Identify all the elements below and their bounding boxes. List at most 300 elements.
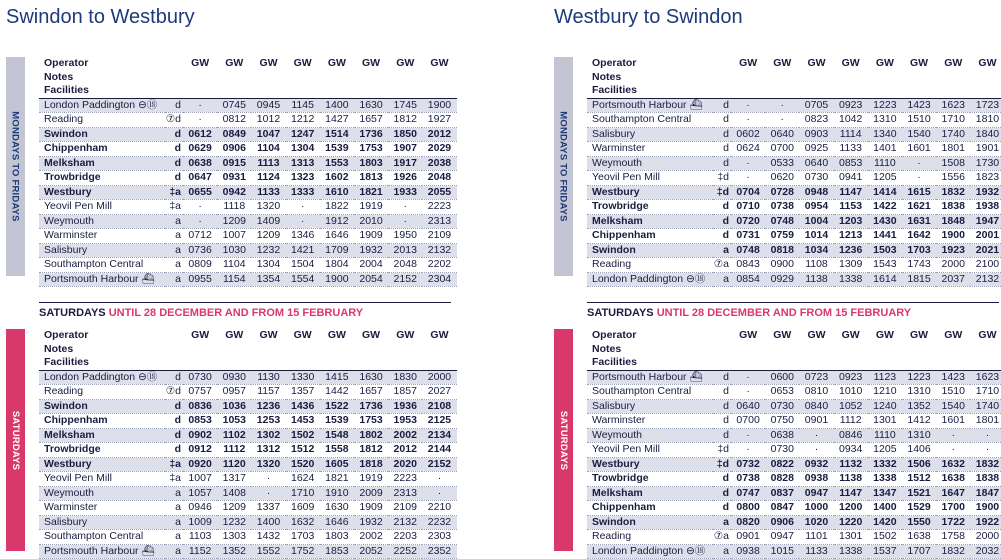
departure-time: 0700 xyxy=(731,414,765,429)
departure-time: 1632 xyxy=(286,515,320,530)
header-cell xyxy=(713,57,731,71)
operator-code xyxy=(183,343,217,357)
arr-dep-flag: ‡a xyxy=(165,472,183,487)
departure-time: 0710 xyxy=(731,200,765,215)
departure-time: · xyxy=(765,98,799,113)
arr-dep-flag: a xyxy=(713,243,731,258)
departure-time: 2304 xyxy=(422,272,456,287)
departure-time: 0640 xyxy=(799,156,833,171)
departure-time: 1801 xyxy=(970,414,1001,429)
departure-time: 2002 xyxy=(354,530,388,545)
table-row xyxy=(39,530,457,545)
operator-code xyxy=(902,71,936,85)
departure-time: 2303 xyxy=(422,530,456,545)
departure-time: 2037 xyxy=(936,272,970,287)
operator-code xyxy=(422,84,456,98)
departure-time: 1740 xyxy=(936,127,970,142)
departure-time: 1830 xyxy=(388,370,422,385)
operator-code xyxy=(868,84,902,98)
operator-code: GW xyxy=(978,57,997,70)
station-name: Weymouth xyxy=(587,428,713,443)
departure-time: 1138 xyxy=(834,472,868,487)
operator-code xyxy=(834,356,868,370)
departure-time: 1821 xyxy=(354,185,388,200)
table-row xyxy=(587,486,1001,501)
departure-time: 1209 xyxy=(217,214,251,229)
departure-time: 1223 xyxy=(902,370,936,385)
operator-code: GW xyxy=(430,329,449,342)
departure-time: 2000 xyxy=(936,258,970,273)
departure-time: 1320 xyxy=(251,200,285,215)
departure-time: 0820 xyxy=(731,515,765,530)
departure-time: 1014 xyxy=(799,229,833,244)
departure-time: 1338 xyxy=(834,272,868,287)
departure-time: 1537 xyxy=(868,544,902,559)
operator-code: GW xyxy=(841,57,860,70)
departure-time: 2108 xyxy=(422,399,456,414)
arr-dep-flag: a xyxy=(165,229,183,244)
departure-time: 1932 xyxy=(354,515,388,530)
page-title-left: Swindon to Westbury xyxy=(6,6,195,28)
header-label: Operator xyxy=(592,57,637,70)
operator-code xyxy=(217,343,251,357)
departure-time: 1236 xyxy=(834,243,868,258)
operator-code: GW xyxy=(225,329,244,342)
departure-time: 2210 xyxy=(422,501,456,516)
departure-time: 1632 xyxy=(936,457,970,472)
operator-code: GW xyxy=(875,57,894,70)
departure-time: 0812 xyxy=(217,113,251,128)
departure-time: 0823 xyxy=(799,113,833,128)
header-cell xyxy=(713,71,731,85)
departure-time: 0712 xyxy=(183,229,217,244)
station-name: Swindon xyxy=(39,127,165,142)
operator-code xyxy=(731,356,765,370)
departure-time: · xyxy=(936,443,970,458)
departure-time: 1414 xyxy=(868,185,902,200)
departure-time: 1540 xyxy=(936,399,970,414)
departure-time: 1047 xyxy=(251,127,285,142)
departure-time: 1200 xyxy=(834,501,868,516)
departure-time: · xyxy=(183,98,217,113)
table-row xyxy=(587,428,1001,443)
departure-time: 2054 xyxy=(354,272,388,287)
departure-time: 1147 xyxy=(834,185,868,200)
departure-time: 1052 xyxy=(834,399,868,414)
departure-time: 0957 xyxy=(217,385,251,400)
table-row xyxy=(587,258,1001,273)
station-name: Trowbridge xyxy=(39,443,165,458)
table-row xyxy=(587,142,1001,157)
departure-time: 1556 xyxy=(936,171,970,186)
table-row xyxy=(587,457,1001,472)
station-name: Yeovil Pen Mill xyxy=(587,171,713,186)
departure-time: 0920 xyxy=(183,457,217,472)
departure-time: 1614 xyxy=(868,272,902,287)
departure-time: 1042 xyxy=(834,113,868,128)
departure-time: 0947 xyxy=(799,486,833,501)
header-row xyxy=(587,57,1001,71)
operator-code xyxy=(422,343,456,357)
operator-code xyxy=(286,71,320,85)
table-row xyxy=(39,156,457,171)
arr-dep-flag: d xyxy=(713,142,731,157)
table-row xyxy=(39,229,457,244)
departure-time: 2125 xyxy=(422,414,456,429)
departure-time: 1910 xyxy=(320,486,354,501)
departure-time: 0736 xyxy=(183,243,217,258)
departure-time: 1205 xyxy=(868,171,902,186)
timetable-table xyxy=(587,57,1001,287)
departure-time: 1907 xyxy=(388,142,422,157)
departure-time: 1623 xyxy=(970,370,1001,385)
departure-time: 1802 xyxy=(354,428,388,443)
timetable-westbury-swindon-weekday xyxy=(554,57,1001,285)
arr-dep-flag: ‡a xyxy=(165,457,183,472)
operator-code xyxy=(799,356,833,370)
arr-dep-flag: a xyxy=(165,530,183,545)
departure-time: 2021 xyxy=(970,243,1001,258)
departure-time: 1630 xyxy=(354,98,388,113)
departure-time: 1420 xyxy=(868,515,902,530)
operator-code xyxy=(354,356,388,370)
arr-dep-flag: a xyxy=(165,272,183,287)
departure-time: 1430 xyxy=(868,214,902,229)
departure-time: 0647 xyxy=(183,171,217,186)
departure-time: 1312 xyxy=(251,443,285,458)
departure-time: 1212 xyxy=(286,113,320,128)
departure-time: · xyxy=(936,428,970,443)
departure-time: 2134 xyxy=(422,428,456,443)
departure-time: 1813 xyxy=(354,171,388,186)
departure-time: 2100 xyxy=(970,258,1001,273)
departure-time: 1320 xyxy=(251,457,285,472)
operator-code xyxy=(834,84,868,98)
table-row xyxy=(587,530,1001,545)
station-name: Weymouth xyxy=(587,156,713,171)
operator-code: GW xyxy=(430,57,449,70)
operator-code xyxy=(936,84,970,98)
station-name: Westbury xyxy=(39,185,165,200)
arr-dep-flag: a xyxy=(165,544,183,559)
station-name: Melksham xyxy=(587,486,713,501)
operator-code xyxy=(868,343,902,357)
table-row xyxy=(587,515,1001,530)
header-label: Operator xyxy=(44,329,89,342)
departure-time: 1101 xyxy=(799,530,833,545)
departure-time: 1205 xyxy=(868,443,902,458)
arr-dep-flag: ⑦d xyxy=(165,113,182,126)
departure-time: 0915 xyxy=(217,156,251,171)
departure-time: 0624 xyxy=(731,142,765,157)
departure-time: 1646 xyxy=(320,229,354,244)
departure-time: 0854 xyxy=(731,272,765,287)
departure-time: 1900 xyxy=(936,229,970,244)
departure-time: 1347 xyxy=(868,486,902,501)
departure-time: 0620 xyxy=(765,171,799,186)
timetable-swindon-westbury-weekday xyxy=(6,57,456,285)
departure-time: 0730 xyxy=(765,399,799,414)
departure-time: 0730 xyxy=(183,370,217,385)
arr-dep-flag: d xyxy=(165,171,183,186)
operator-code xyxy=(286,343,320,357)
operator-code xyxy=(388,343,422,357)
arr-dep-flag: ⑦a xyxy=(713,530,730,543)
station-name: Reading xyxy=(39,385,165,400)
departure-time: 1007 xyxy=(183,472,217,487)
departure-time: · xyxy=(388,214,422,229)
departure-time: 1309 xyxy=(834,258,868,273)
header-cell xyxy=(713,343,731,357)
departure-time: 1301 xyxy=(834,530,868,545)
arr-dep-flag: ‡d xyxy=(713,457,731,472)
table-row xyxy=(39,127,457,142)
departure-time: 0946 xyxy=(183,501,217,516)
departure-time: 0932 xyxy=(799,457,833,472)
departure-time: 1009 xyxy=(183,515,217,530)
station-name: London Paddington ⊖⑱ xyxy=(587,272,713,287)
header-cell xyxy=(165,356,183,370)
operator-code xyxy=(422,356,456,370)
departure-time: 0738 xyxy=(765,200,799,215)
departure-time: · xyxy=(388,200,422,215)
operator-code xyxy=(799,84,833,98)
departure-time: 1020 xyxy=(799,515,833,530)
departure-time: 2152 xyxy=(388,272,422,287)
departure-time: 0901 xyxy=(799,414,833,429)
departure-time: 1601 xyxy=(902,142,936,157)
operator-code: GW xyxy=(910,57,929,70)
departure-time: 1157 xyxy=(251,385,285,400)
departure-time: 0906 xyxy=(765,515,799,530)
departure-time: 0947 xyxy=(765,530,799,545)
departure-time: 1015 xyxy=(765,544,799,559)
operator-code xyxy=(217,356,251,370)
departure-time: 1436 xyxy=(286,399,320,414)
departure-time: 1010 xyxy=(834,385,868,400)
departure-time: 2352 xyxy=(422,544,456,559)
departure-time: 1510 xyxy=(936,385,970,400)
departure-time: 1812 xyxy=(354,443,388,458)
departure-time: 0638 xyxy=(765,428,799,443)
departure-time: 0810 xyxy=(799,385,833,400)
departure-time: 0612 xyxy=(183,127,217,142)
table-row xyxy=(39,457,457,472)
departure-time: 0938 xyxy=(799,472,833,487)
departure-time: 1736 xyxy=(354,399,388,414)
arr-dep-flag: a xyxy=(165,214,183,229)
departure-time: 1453 xyxy=(286,414,320,429)
header-label: Notes xyxy=(592,70,622,83)
departure-time: 1104 xyxy=(217,258,251,273)
departure-time: 0923 xyxy=(834,98,868,113)
station-name: Yeovil Pen Mill xyxy=(39,200,165,215)
table-row xyxy=(39,98,457,113)
departure-time: 1415 xyxy=(320,370,354,385)
station-name: Trowbridge xyxy=(39,171,165,186)
departure-time: 1953 xyxy=(388,414,422,429)
departure-time: 2000 xyxy=(422,370,456,385)
departure-time: 1803 xyxy=(354,156,388,171)
arr-dep-flag: d xyxy=(713,472,731,487)
station-name: Warminster xyxy=(39,501,165,516)
departure-time: · xyxy=(731,113,765,128)
timetable-table xyxy=(39,57,457,287)
header-label: Facilities xyxy=(44,84,89,97)
departure-time: 2029 xyxy=(422,142,456,157)
operator-code xyxy=(388,356,422,370)
departure-time: 1919 xyxy=(354,472,388,487)
departure-time: 2020 xyxy=(388,457,422,472)
station-name: Weymouth xyxy=(39,486,165,501)
table-row xyxy=(587,414,1001,429)
departure-time: 0745 xyxy=(217,98,251,113)
departure-time: 1012 xyxy=(251,113,285,128)
departure-time: 0822 xyxy=(765,457,799,472)
departure-time: 0843 xyxy=(731,258,765,273)
departure-time: · xyxy=(799,443,833,458)
departure-time: 1752 xyxy=(286,544,320,559)
operator-code xyxy=(251,343,285,357)
arr-dep-flag: a xyxy=(713,544,731,559)
table-row xyxy=(39,501,457,516)
departure-time: 0836 xyxy=(183,399,217,414)
band-mondays-to-fridays: MONDAYS TO FRIDAYS xyxy=(554,57,573,276)
table-row xyxy=(587,272,1001,287)
departure-time: 2012 xyxy=(422,127,456,142)
departure-time: 0738 xyxy=(731,472,765,487)
table-row xyxy=(39,142,457,157)
header-cell xyxy=(165,84,183,98)
operator-code xyxy=(902,356,936,370)
timetable-westbury-swindon-saturday xyxy=(554,302,1001,557)
departure-time: 1723 xyxy=(970,98,1001,113)
departure-time: 1421 xyxy=(286,243,320,258)
operator-code xyxy=(251,71,285,85)
station-name: Melksham xyxy=(39,156,165,171)
operator-code: GW xyxy=(944,57,963,70)
header-label: Facilities xyxy=(592,84,637,97)
operator-code xyxy=(834,343,868,357)
departure-time: 1400 xyxy=(251,515,285,530)
departure-time: 0938 xyxy=(731,544,765,559)
departure-time: 1147 xyxy=(834,486,868,501)
departure-time: 0638 xyxy=(183,156,217,171)
departure-time: 1004 xyxy=(799,214,833,229)
departure-time: 1304 xyxy=(286,142,320,157)
departure-time: 0747 xyxy=(731,486,765,501)
departure-time: 1053 xyxy=(217,414,251,429)
departure-time: 0640 xyxy=(765,127,799,142)
departure-time: 1709 xyxy=(320,243,354,258)
departure-time: 1506 xyxy=(902,457,936,472)
departure-time: 1118 xyxy=(217,200,251,215)
departure-time: 1346 xyxy=(286,229,320,244)
departure-time: 1804 xyxy=(320,258,354,273)
table-row xyxy=(587,472,1001,487)
operator-code xyxy=(388,71,422,85)
operator-code: GW xyxy=(807,57,826,70)
header-row xyxy=(587,84,1001,98)
departure-time: 0906 xyxy=(217,142,251,157)
departure-time: 1803 xyxy=(320,530,354,545)
departure-time: 1529 xyxy=(902,501,936,516)
departure-time: 0849 xyxy=(217,127,251,142)
table-row xyxy=(587,200,1001,215)
band-saturdays: SATURDAYS xyxy=(554,329,573,551)
station-name: Southampton Central xyxy=(587,113,713,128)
operator-code xyxy=(970,343,1001,357)
departure-time: 0912 xyxy=(183,443,217,458)
departure-time: 2109 xyxy=(388,501,422,516)
station-name: Melksham xyxy=(587,214,713,229)
departure-time: 1133 xyxy=(799,544,833,559)
table-row xyxy=(587,399,1001,414)
departure-time: 1352 xyxy=(902,399,936,414)
departure-time: 0902 xyxy=(183,428,217,443)
departure-time: 1848 xyxy=(936,214,970,229)
departure-time: 1432 xyxy=(251,530,285,545)
departure-time: 1000 xyxy=(799,501,833,516)
departure-time: 1427 xyxy=(320,113,354,128)
departure-time: 0945 xyxy=(251,98,285,113)
operator-code: GW xyxy=(944,329,963,342)
table-row xyxy=(587,98,1001,113)
operator-code xyxy=(286,84,320,98)
arr-dep-flag: d xyxy=(713,428,731,443)
station-name: Swindon xyxy=(39,399,165,414)
operator-code: GW xyxy=(773,329,792,342)
operator-code xyxy=(251,84,285,98)
table-row xyxy=(39,443,457,458)
departure-time: 1423 xyxy=(902,98,936,113)
arr-dep-flag: a xyxy=(713,272,731,287)
table-row xyxy=(587,127,1001,142)
departure-time: 1638 xyxy=(936,472,970,487)
operator-code: GW xyxy=(739,57,758,70)
departure-time: 0900 xyxy=(765,258,799,273)
arr-dep-flag: d xyxy=(165,370,183,385)
departure-time: · xyxy=(183,200,217,215)
header-row xyxy=(39,57,457,71)
departure-time: 1630 xyxy=(320,501,354,516)
departure-time: 1647 xyxy=(936,486,970,501)
table-row xyxy=(587,113,1001,128)
departure-time: 1703 xyxy=(902,243,936,258)
departure-time: 0720 xyxy=(731,214,765,229)
departure-time: 1810 xyxy=(970,113,1001,128)
operator-code: GW xyxy=(191,57,210,70)
departure-time: 1630 xyxy=(354,370,388,385)
operator-code xyxy=(902,343,936,357)
departure-time: 1823 xyxy=(970,171,1001,186)
departure-time: 0728 xyxy=(765,185,799,200)
departure-time: 1503 xyxy=(868,243,902,258)
departure-time: 0818 xyxy=(765,243,799,258)
departure-time: 1223 xyxy=(868,98,902,113)
station-name: Portsmouth Harbour ⛴ xyxy=(587,370,713,385)
departure-time: 0903 xyxy=(799,127,833,142)
operator-code xyxy=(320,356,354,370)
departure-time: 1753 xyxy=(354,142,388,157)
departure-time: 2048 xyxy=(422,171,456,186)
departure-time: 1213 xyxy=(834,229,868,244)
departure-time: · xyxy=(286,214,320,229)
departure-time: 2027 xyxy=(422,385,456,400)
operator-code xyxy=(286,356,320,370)
arr-dep-flag: d xyxy=(713,370,731,385)
operator-code xyxy=(799,71,833,85)
